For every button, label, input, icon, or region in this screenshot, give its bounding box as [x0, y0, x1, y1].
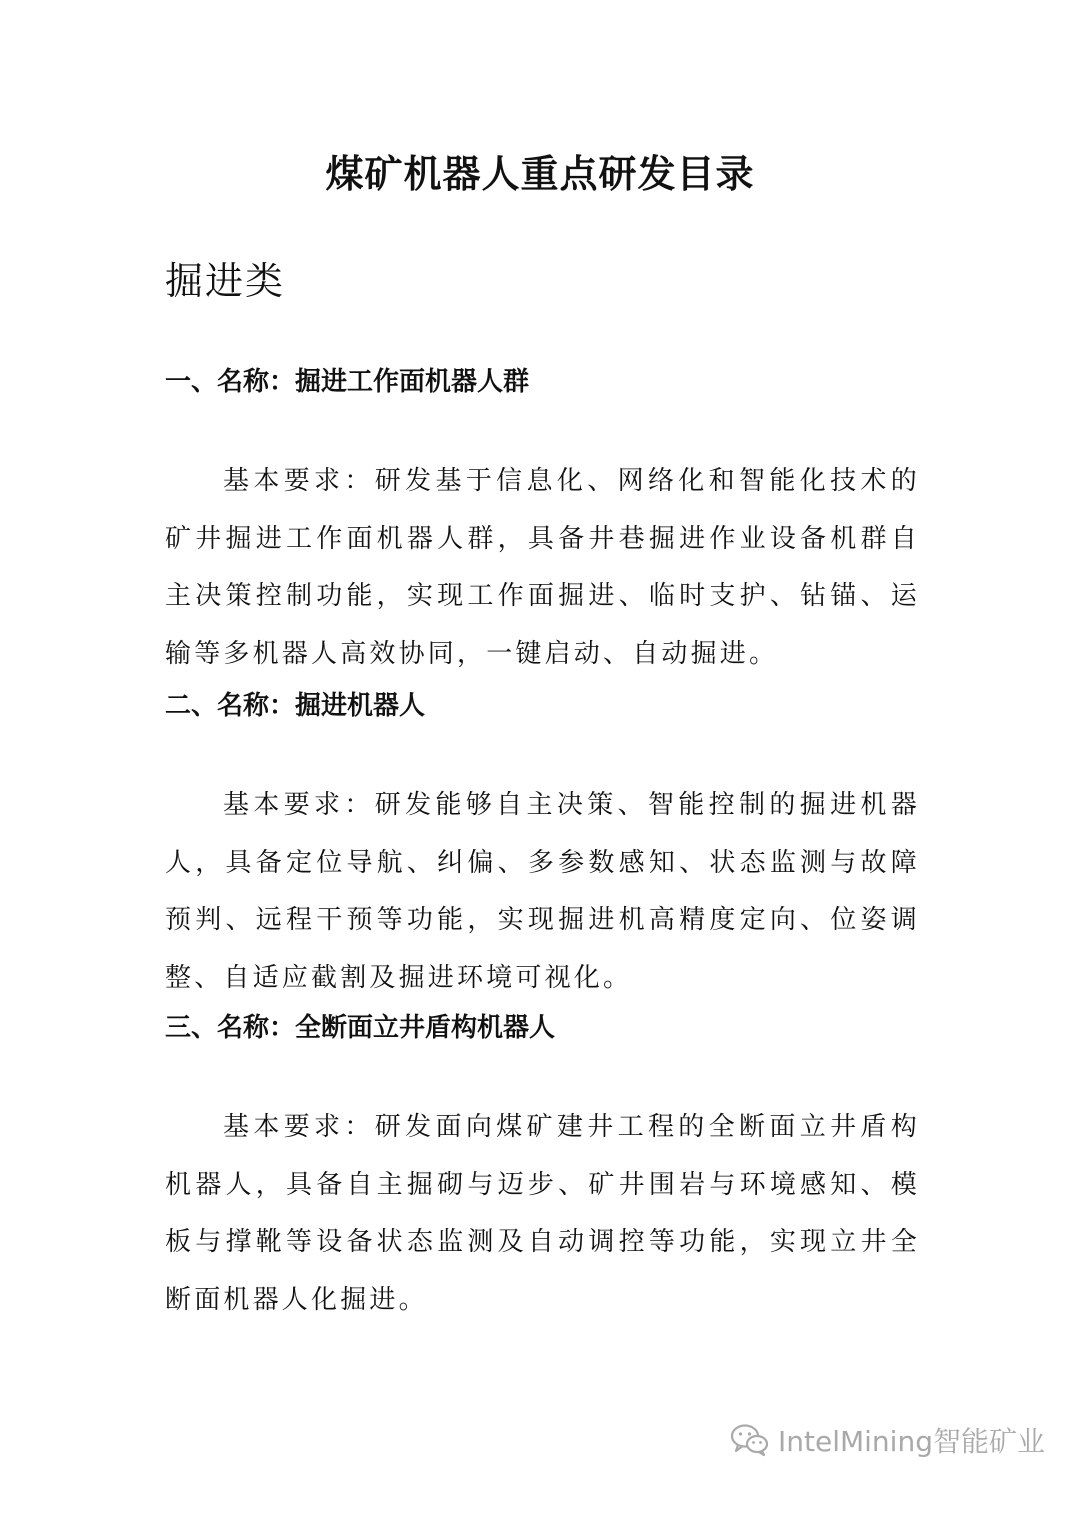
watermark: [730, 1420, 1045, 1460]
item-heading: 三、名称：全断面立井盾构机器人: [165, 1013, 556, 1043]
item-body: 基本要求：研发基于信息化、网络化和智能化技术的矿井掘进工作面机器人群，具备井巷掘进作业设备机群自主决策控制功能，实现工作面掘进、临时支护、钻锚、运输等多机器人高效协同，一键启动、自动掘进。: [165, 466, 920, 669]
item-body: 基本要求：研发面向煤矿建井工程的全断面立井盾构机器人，具备自主掘砌与迈步、矿井围岩与环境感知、模板与撑靴等设备状态监测及自动调控等功能，实现立井全断面机器人化掘进。: [165, 1112, 920, 1315]
item-body: 基本要求：研发能够自主决策、智能控制的掘进机器人，具备定位导航、纠偏、多参数感知、状态监测与故障预判、远程干预等功能，实现掘进机高精度定向、位姿调整、自适应截割及掘进环境可视化。: [165, 790, 920, 993]
list-item: [165, 362, 920, 683]
page-title: 煤矿机器人重点研发目录: [325, 151, 755, 196]
item-heading: 二、名称：掘进机器人: [165, 691, 426, 721]
watermark-text: IntelMining智能矿业: [778, 1425, 1045, 1458]
list-item: [165, 686, 920, 1007]
item-heading: 一、名称：掘进工作面机器人群: [165, 367, 530, 397]
section-title: 掘进类: [165, 259, 286, 303]
list-item: [165, 1008, 920, 1329]
wechat-icon: [730, 1423, 770, 1457]
